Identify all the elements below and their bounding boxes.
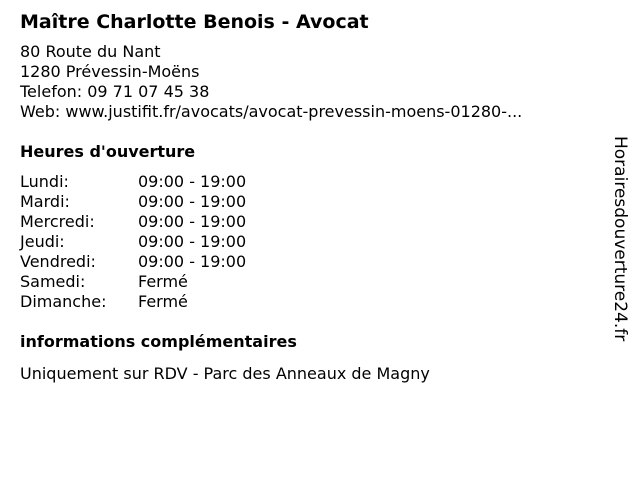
day-label: Dimanche: (20, 292, 107, 311)
hours-row-monday (20, 172, 595, 192)
hours-row-saturday (20, 272, 595, 292)
website-link[interactable]: Web: www.justifit.fr/avocats/avocat-prevessin-moens-01280-... (20, 102, 523, 121)
day-label: Mercredi: (20, 212, 95, 231)
day-label: Mardi: (20, 192, 70, 211)
watermark-text: Horairesdouverture24.fr (610, 136, 630, 342)
address-block (20, 42, 595, 122)
day-label: Lundi: (20, 172, 69, 191)
hours-row-thursday (20, 232, 595, 252)
hours-value: 09:00 - 19:00 (138, 232, 247, 251)
hours-value: 09:00 - 19:00 (138, 192, 247, 211)
page-title: Maître Charlotte Benois - Avocat (20, 11, 369, 33)
hours-value: Fermé (138, 292, 188, 311)
hours-value: Fermé (138, 272, 188, 291)
hours-row-wednesday (20, 212, 595, 232)
city-address: 1280 Prévessin-Moëns (20, 62, 200, 81)
hours-row-tuesday (20, 192, 595, 212)
phone-number: Telefon: 09 71 07 45 38 (20, 82, 210, 101)
business-card (20, 10, 595, 384)
hours-row-sunday (20, 292, 595, 312)
site-watermark (608, 136, 632, 346)
hours-value: 09:00 - 19:00 (138, 172, 247, 191)
hours-value: 09:00 - 19:00 (138, 252, 247, 271)
day-label: Jeudi: (20, 232, 65, 251)
info-heading: informations complémentaires (20, 332, 297, 351)
hours-row-friday (20, 252, 595, 272)
hours-heading: Heures d'ouverture (20, 142, 196, 161)
hours-value: 09:00 - 19:00 (138, 212, 247, 231)
day-label: Vendredi: (20, 252, 96, 271)
info-text: Uniquement sur RDV - Parc des Anneaux de Magny (20, 364, 430, 383)
street-address: 80 Route du Nant (20, 42, 161, 61)
day-label: Samedi: (20, 272, 86, 291)
opening-hours-table (20, 172, 595, 312)
